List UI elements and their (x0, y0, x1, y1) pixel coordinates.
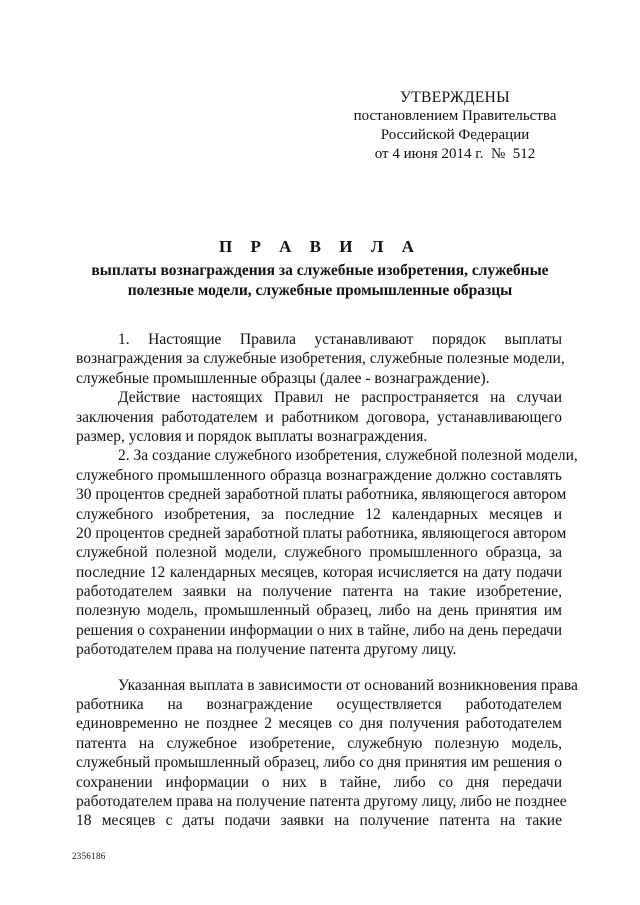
body-line: 20 процентов средней заработной платы работника, являющегося автором (76, 524, 567, 542)
document-subtitle (90, 261, 550, 301)
document-body (76, 330, 578, 831)
body-line: 18 месяцев с даты подачи заявки на получение патента на такие (76, 812, 562, 830)
body-line: патента на служебное изобретение, служебную полезную модель, (76, 734, 562, 752)
body-line: работодателем права на получение патента другому лицу, либо не позднее (76, 792, 567, 810)
document-title: П Р А В И Л А (219, 237, 421, 256)
body-line: последние 12 календарных месяцев, которая исчисляется на дату подачи (76, 563, 562, 581)
paragraph-gap (76, 660, 562, 676)
body-line: работодателем заявки на получение патента на такие изобретение, (76, 583, 562, 601)
body-line: заключения работодателем и работником договора, устанавливающего (76, 408, 562, 426)
approval-title: УТВЕРЖДЕНЫ (400, 89, 510, 106)
body-line: служебной полезной модели, служебного промышленного образца, за (76, 544, 562, 562)
body-line: вознаграждения за служебные изобретения, служебные полезные модели, (76, 350, 565, 368)
approval-line: от 4 июня 2014 г. № 512 (374, 146, 536, 162)
body-line: полезную модель, промышленный образец, либо на день принятия им (76, 602, 562, 620)
body-line: 30 процентов средней заработной платы работника, являющегося автором (76, 486, 567, 504)
body-line: Указанная выплата в зависимости от оснований возникновения права (118, 676, 578, 694)
body-line: сохранении информации о них в тайне, либо со дня передачи (76, 773, 562, 791)
body-line: 1. Настоящие Правила устанавливают порядок выплаты (118, 331, 562, 348)
approval-block (330, 88, 580, 164)
body-line: работодателем права на получение патента другому лицу. (76, 641, 457, 659)
body-line: размер, условия и порядок выплаты вознаграждения. (76, 427, 428, 445)
body-line: Действие настоящих Правил не распространяется на случаи (118, 389, 562, 407)
document-code: 2356186 (72, 851, 106, 861)
body-line: служебные промышленные образцы (далее - вознаграждение). (76, 369, 490, 387)
body-line: служебного промышленного образца вознаграждение должно составлять (76, 466, 562, 484)
subtitle-line: выплаты вознаграждения за служебные изобретения, служебные (91, 262, 549, 279)
body-line: работника на вознаграждение осуществляется работодателем (76, 696, 562, 714)
approval-line: Российской Федерации (380, 127, 530, 143)
body-line: решения о сохранении информации о них в тайне, либо на день передачи (76, 621, 562, 639)
body-line: единовременно не позднее 2 месяцев со дня получения работодателем (76, 715, 562, 733)
body-line: служебный промышленный образец, либо со дня принятия им решения о (76, 754, 562, 772)
subtitle-line: полезные модели, служебные промышленные образцы (127, 282, 513, 299)
body-line: служебного изобретения, за последние 12 календарных месяцев и (76, 505, 562, 523)
body-line: 2. За создание служебного изобретения, служебной полезной модели, (118, 447, 578, 465)
approval-line: постановлением Правительства (353, 108, 557, 124)
